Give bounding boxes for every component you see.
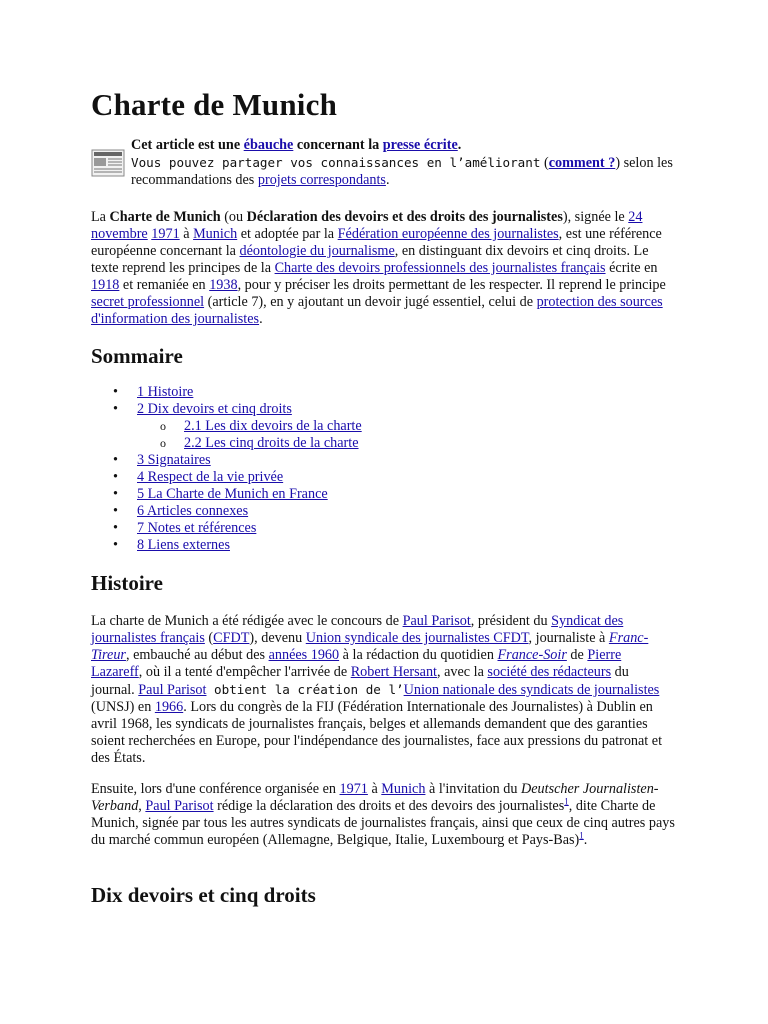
histoire-paragraph-1: La charte de Munich a été rédigée avec le concours de Paul Parisot, président du Syndicat des journalistes français (CFDT), devenu Union syndicale des journalistes CFDT, journaliste à Franc-Tireur, embauché au début des années 1960 à la rédaction du quotidien France-Soir de Pierre Lazareff, où il a tenté d'empêcher l'arrivée de Robert Hersant, avec la société des rédacteurs du journal. Paul Parisot obtient la création de l’Union nationale des syndicats de journalistes (UNSJ) en 1966. Lors du congrès de la FIJ (Fédération Internationale des Journalistes) à Dublin en avril 1968, les syndicats de journalistes français, belges et allemands demandent que des garanties soient recherchées en Europe, pour l'indépendance des journalistes, face aux pressions du patronat et des États. — [91, 613, 663, 766]
toc-item — [91, 486, 362, 503]
toc-subitem — [91, 418, 362, 435]
stub-line-1: Cet article est une ébauche concernant la presse écrite. — [131, 137, 462, 153]
heading-sommaire: Sommaire — [91, 344, 183, 368]
link-1938[interactable]: 1938 — [209, 277, 238, 293]
stub-line-3: recommandations des projets correspondants. — [131, 172, 390, 188]
toc-link-notes[interactable]: 7 Notes et références — [137, 520, 257, 536]
footnote-1[interactable]: 1 — [564, 796, 569, 807]
link-comment[interactable]: comment ? — [548, 155, 616, 171]
link-union-syndicale[interactable]: Union syndicale des journalistes CFDT — [305, 630, 529, 646]
toc-link-articles-connexes[interactable]: 6 Articles connexes — [137, 503, 249, 519]
toc-item — [91, 537, 362, 554]
link-pierre-lazareff[interactable]: Pierre Lazareff — [91, 647, 622, 680]
link-societe-redacteurs[interactable]: société des rédacteurs — [487, 664, 612, 680]
link-syndicat-journalistes[interactable]: Syndicat des journalistes français — [91, 613, 624, 646]
page-title: Charte de Munich — [91, 87, 338, 122]
link-annees-1960[interactable]: années 1960 — [268, 647, 340, 663]
link-24[interactable]: 24 — [628, 209, 643, 225]
link-cfdt[interactable]: CFDT — [213, 630, 250, 646]
link-paul-parisot-3[interactable]: Paul Parisot — [145, 798, 214, 814]
link-paul-parisot-2[interactable]: Paul Parisot — [138, 682, 207, 698]
link-ebauche[interactable]: ébauche — [243, 137, 294, 153]
link-munich-b[interactable]: Munich — [381, 781, 426, 797]
link-presse-ecrite[interactable]: presse écrite — [382, 137, 458, 153]
heading-dix-devoirs: Dix devoirs et cinq droits — [91, 883, 316, 907]
stub-line-2: Vous pouvez partager vos connaissances en l’améliorant (comment ?) selon les — [131, 155, 673, 171]
toc-item — [91, 401, 362, 418]
toc-item — [91, 384, 362, 401]
toc-link-dix-devoirs-charte[interactable]: 2.1 Les dix devoirs de la charte — [184, 418, 362, 434]
toc-link-charte-france[interactable]: 5 La Charte de Munich en France — [137, 486, 328, 502]
link-1966[interactable]: 1966 — [154, 699, 184, 715]
link-fej[interactable]: Fédération européenne des journalistes — [337, 226, 559, 242]
link-france-soir[interactable]: France-Soir — [497, 647, 567, 663]
link-franc-tireur[interactable]: Franc-Tireur — [91, 630, 649, 663]
stub-notice — [91, 137, 676, 189]
heading-histoire: Histoire — [91, 571, 163, 595]
link-1971[interactable]: 1971 — [151, 226, 180, 242]
toc-link-liens-externes[interactable]: 8 Liens externes — [137, 537, 230, 553]
toc-subitem — [91, 435, 362, 452]
link-robert-hersant[interactable]: Robert Hersant — [350, 664, 437, 680]
toc-item — [91, 520, 362, 537]
link-unsj[interactable]: Union nationale des syndicats de journalistes — [403, 682, 660, 698]
histoire-paragraph-2: Ensuite, lors d'une conférence organisée en 1971 à Munich à l'invitation du Deutscher Journalisten-Verband, Paul Parisot rédige la déclaration des droits et des devoirs des journalistes$^1$, dite Charte de Munich, signée par tous les autres syndicats de journalistes français, ainsi que ceux de cinq autres pays du marché commun européen (Allemagne, Belgique, Italie, Luxembourg et Pays-Bas)$^1$. — [91, 781, 675, 848]
toc-link-vie-privee[interactable]: 4 Respect de la vie privée — [137, 469, 284, 485]
link-1918[interactable]: 1918 — [91, 277, 120, 293]
toc-link-dix-devoirs[interactable]: 2 Dix devoirs et cinq droits — [137, 401, 292, 417]
toc-item — [91, 503, 362, 520]
table-of-contents — [91, 384, 362, 554]
link-paul-parisot[interactable]: Paul Parisot — [402, 613, 471, 629]
toc-item — [91, 469, 362, 486]
link-1971-b[interactable]: 1971 — [339, 781, 368, 797]
toc-link-histoire[interactable]: 1 Histoire — [137, 384, 194, 400]
link-projets[interactable]: projets correspondants — [257, 172, 386, 188]
link-deontologie[interactable]: déontologie du journalisme — [239, 243, 395, 259]
toc-link-cinq-droits-charte[interactable]: 2.2 Les cinq droits de la charte — [184, 435, 359, 451]
footnote-1-b[interactable]: 1 — [579, 830, 584, 841]
toc-link-signataires[interactable]: 3 Signataires — [137, 452, 211, 468]
toc-item — [91, 452, 362, 469]
link-secret-professionnel[interactable]: secret professionnel — [91, 294, 205, 310]
link-munich[interactable]: Munich — [193, 226, 238, 242]
link-protection-sources[interactable]: protection des sources d'information des journalistes — [91, 294, 663, 327]
intro-paragraph: La Charte de Munich (ou Déclaration des devoirs et des droits des journalistes), signée le 24 novembre 1971 à Munich et adoptée par la Fédération européenne des journalistes, est une référence européenne concernant la déontologie du journalisme, en distinguant dix devoirs et cinq droits. Le texte reprend les principes de la Charte des devoirs professionnels des journalistes français écrite en 1918 et remaniée en 1938, pour y préciser les droits permettant de les respecter. Il reprend le principe secret professionnel (article 7), en y ajoutant un devoir jugé essentiel, celui de protection des sources d'information des journalistes. — [91, 209, 666, 327]
newspaper-icon — [91, 149, 125, 177]
link-charte-1918[interactable]: Charte des devoirs professionnels des journalistes français — [274, 260, 606, 276]
link-novembre[interactable]: novembre — [91, 226, 148, 242]
